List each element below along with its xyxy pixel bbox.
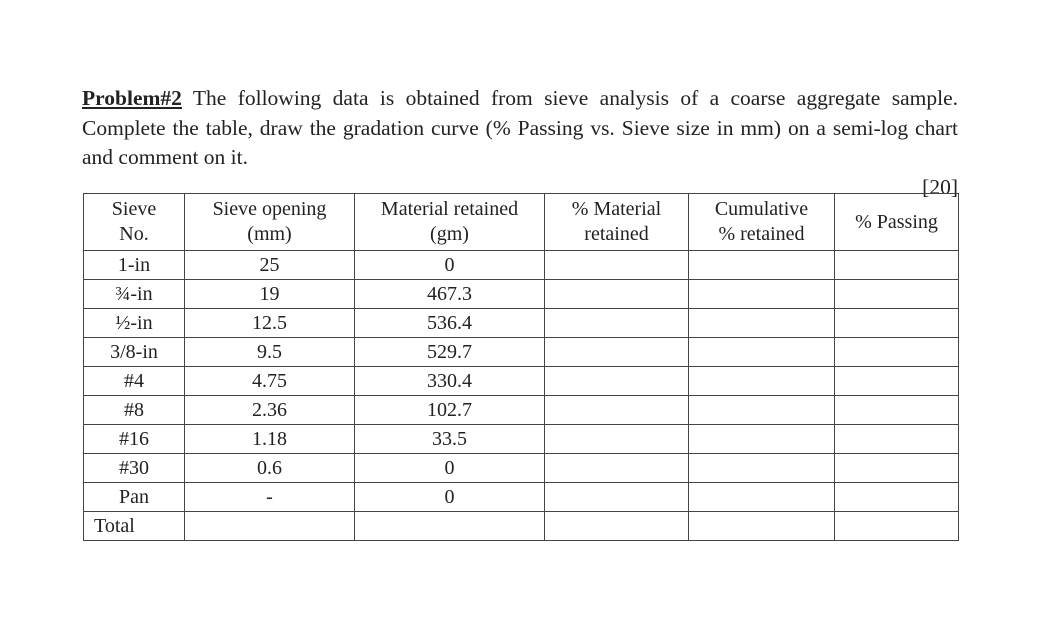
cell-retained: 102.7 bbox=[355, 396, 545, 425]
total-passing bbox=[835, 512, 959, 541]
total-opening bbox=[185, 512, 355, 541]
cell-opening: 1.18 bbox=[185, 425, 355, 454]
cell-sieve: 3/8-in bbox=[84, 338, 185, 367]
cell-cumulative bbox=[689, 367, 835, 396]
cell-retained: 536.4 bbox=[355, 309, 545, 338]
cell-pct-retained bbox=[545, 309, 689, 338]
cell-retained: 330.4 bbox=[355, 367, 545, 396]
cell-cumulative bbox=[689, 280, 835, 309]
cell-sieve: #30 bbox=[84, 454, 185, 483]
cell-passing bbox=[835, 280, 959, 309]
cell-pct-retained bbox=[545, 280, 689, 309]
cell-retained: 33.5 bbox=[355, 425, 545, 454]
cell-cumulative bbox=[689, 483, 835, 512]
cell-opening: 9.5 bbox=[185, 338, 355, 367]
cell-pct-retained bbox=[545, 454, 689, 483]
header-pct-passing: % Passing bbox=[835, 194, 959, 251]
total-label: Total bbox=[84, 512, 185, 541]
sieve-analysis-table bbox=[83, 193, 959, 541]
cell-retained: 467.3 bbox=[355, 280, 545, 309]
cell-sieve: #8 bbox=[84, 396, 185, 425]
cell-cumulative bbox=[689, 251, 835, 280]
cell-sieve: ½-in bbox=[84, 309, 185, 338]
cell-opening: 2.36 bbox=[185, 396, 355, 425]
cell-retained: 0 bbox=[355, 483, 545, 512]
cell-retained: 0 bbox=[355, 251, 545, 280]
header-sieve-no: Sieve No. bbox=[84, 194, 185, 251]
cell-passing bbox=[835, 338, 959, 367]
table-row bbox=[84, 483, 959, 512]
total-retained bbox=[355, 512, 545, 541]
total-cumulative bbox=[689, 512, 835, 541]
cell-passing bbox=[835, 483, 959, 512]
problem-text: The following data is obtained from sieve analysis of a coarse aggregate sample. Complete the table, draw the gradation curve (% Passing vs. Sieve size in mm) on a semi-log chart and comment on it. bbox=[82, 86, 958, 169]
table-row bbox=[84, 367, 959, 396]
cell-sieve: Pan bbox=[84, 483, 185, 512]
cell-sieve: 1-in bbox=[84, 251, 185, 280]
cell-passing bbox=[835, 425, 959, 454]
cell-cumulative bbox=[689, 338, 835, 367]
table-row bbox=[84, 425, 959, 454]
cell-pct-retained bbox=[545, 338, 689, 367]
cell-sieve: ¾-in bbox=[84, 280, 185, 309]
cell-cumulative bbox=[689, 396, 835, 425]
cell-passing bbox=[835, 454, 959, 483]
cell-cumulative bbox=[689, 425, 835, 454]
cell-retained: 0 bbox=[355, 454, 545, 483]
cell-pct-retained bbox=[545, 425, 689, 454]
cell-sieve: #4 bbox=[84, 367, 185, 396]
table-row bbox=[84, 280, 959, 309]
total-pct-retained bbox=[545, 512, 689, 541]
table-header-row bbox=[84, 194, 959, 251]
table-row bbox=[84, 251, 959, 280]
total-row bbox=[84, 512, 959, 541]
cell-passing bbox=[835, 396, 959, 425]
cell-passing bbox=[835, 251, 959, 280]
cell-passing bbox=[835, 367, 959, 396]
cell-cumulative bbox=[689, 454, 835, 483]
cell-opening: 12.5 bbox=[185, 309, 355, 338]
cell-opening: 19 bbox=[185, 280, 355, 309]
cell-opening: - bbox=[185, 483, 355, 512]
problem-statement bbox=[82, 84, 958, 202]
cell-cumulative bbox=[689, 309, 835, 338]
table-row bbox=[84, 454, 959, 483]
cell-opening: 0.6 bbox=[185, 454, 355, 483]
cell-retained: 529.7 bbox=[355, 338, 545, 367]
problem-label: Problem#2 bbox=[82, 86, 182, 110]
header-pct-material-retained: % Material retained bbox=[545, 194, 689, 251]
cell-passing bbox=[835, 309, 959, 338]
cell-opening: 4.75 bbox=[185, 367, 355, 396]
problem-marks: [20] bbox=[922, 174, 958, 199]
cell-pct-retained bbox=[545, 396, 689, 425]
cell-sieve: #16 bbox=[84, 425, 185, 454]
cell-pct-retained bbox=[545, 483, 689, 512]
header-sieve-opening: Sieve opening (mm) bbox=[185, 194, 355, 251]
table-row bbox=[84, 338, 959, 367]
header-material-retained: Material retained (gm) bbox=[355, 194, 545, 251]
cell-pct-retained bbox=[545, 251, 689, 280]
table-row bbox=[84, 309, 959, 338]
cell-opening: 25 bbox=[185, 251, 355, 280]
table-row bbox=[84, 396, 959, 425]
cell-pct-retained bbox=[545, 367, 689, 396]
header-cumulative-retained: Cumulative % retained bbox=[689, 194, 835, 251]
